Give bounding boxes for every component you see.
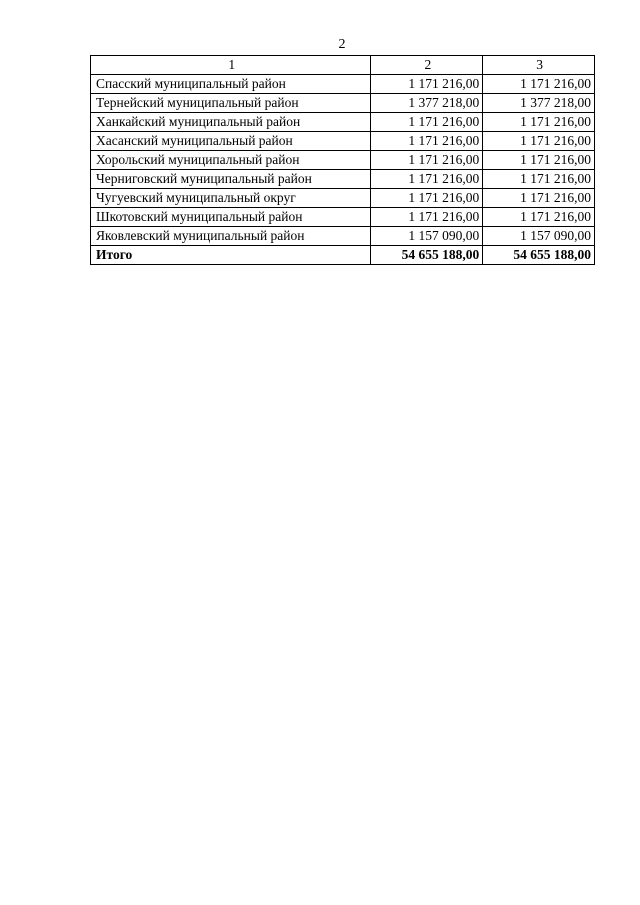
amount-col3: 1 171 216,00 <box>483 113 595 132</box>
amount-col2: 1 171 216,00 <box>371 132 483 151</box>
amount-col2: 1 157 090,00 <box>371 227 483 246</box>
amount-col3: 1 171 216,00 <box>483 189 595 208</box>
amount-col2: 1 171 216,00 <box>371 189 483 208</box>
amount-col3: 1 171 216,00 <box>483 151 595 170</box>
amount-col2: 1 171 216,00 <box>371 208 483 227</box>
district-name: Тернейский муниципальный район <box>91 94 371 113</box>
amount-col2: 1 171 216,00 <box>371 75 483 94</box>
amount-col3: 1 377 218,00 <box>483 94 595 113</box>
total-label: Итого <box>91 246 371 265</box>
table-header-row <box>91 56 595 75</box>
table-row <box>91 151 595 170</box>
amount-col2: 1 171 216,00 <box>371 113 483 132</box>
amount-col3: 1 171 216,00 <box>483 132 595 151</box>
column-header-3: 3 <box>483 56 595 75</box>
table-row <box>91 132 595 151</box>
page-number: 2 <box>338 37 346 52</box>
district-name: Черниговский муниципальный район <box>91 170 371 189</box>
table-row <box>91 113 595 132</box>
table-row <box>91 208 595 227</box>
district-name: Хорольский муниципальный район <box>91 151 371 170</box>
amount-col3: 1 171 216,00 <box>483 170 595 189</box>
total-col2: 54 655 188,00 <box>371 246 483 265</box>
district-name: Шкотовский муниципальный район <box>91 208 371 227</box>
district-name: Спасский муниципальный район <box>91 75 371 94</box>
amount-col3: 1 157 090,00 <box>483 227 595 246</box>
total-col3: 54 655 188,00 <box>483 246 595 265</box>
district-name: Яковлевский муниципальный район <box>91 227 371 246</box>
district-name: Хасанский муниципальный район <box>91 132 371 151</box>
column-header-2: 2 <box>371 56 483 75</box>
amount-col2: 1 171 216,00 <box>371 151 483 170</box>
district-name: Ханкайский муниципальный район <box>91 113 371 132</box>
table-row <box>91 170 595 189</box>
table-row <box>91 94 595 113</box>
budget-table <box>90 55 595 265</box>
amount-col3: 1 171 216,00 <box>483 75 595 94</box>
amount-col3: 1 171 216,00 <box>483 208 595 227</box>
amount-col2: 1 171 216,00 <box>371 170 483 189</box>
column-header-1: 1 <box>91 56 371 75</box>
amount-col2: 1 377 218,00 <box>371 94 483 113</box>
table-row <box>91 227 595 246</box>
table-row <box>91 75 595 94</box>
district-name: Чугуевский муниципальный округ <box>91 189 371 208</box>
table-row <box>91 189 595 208</box>
total-row <box>91 246 595 265</box>
